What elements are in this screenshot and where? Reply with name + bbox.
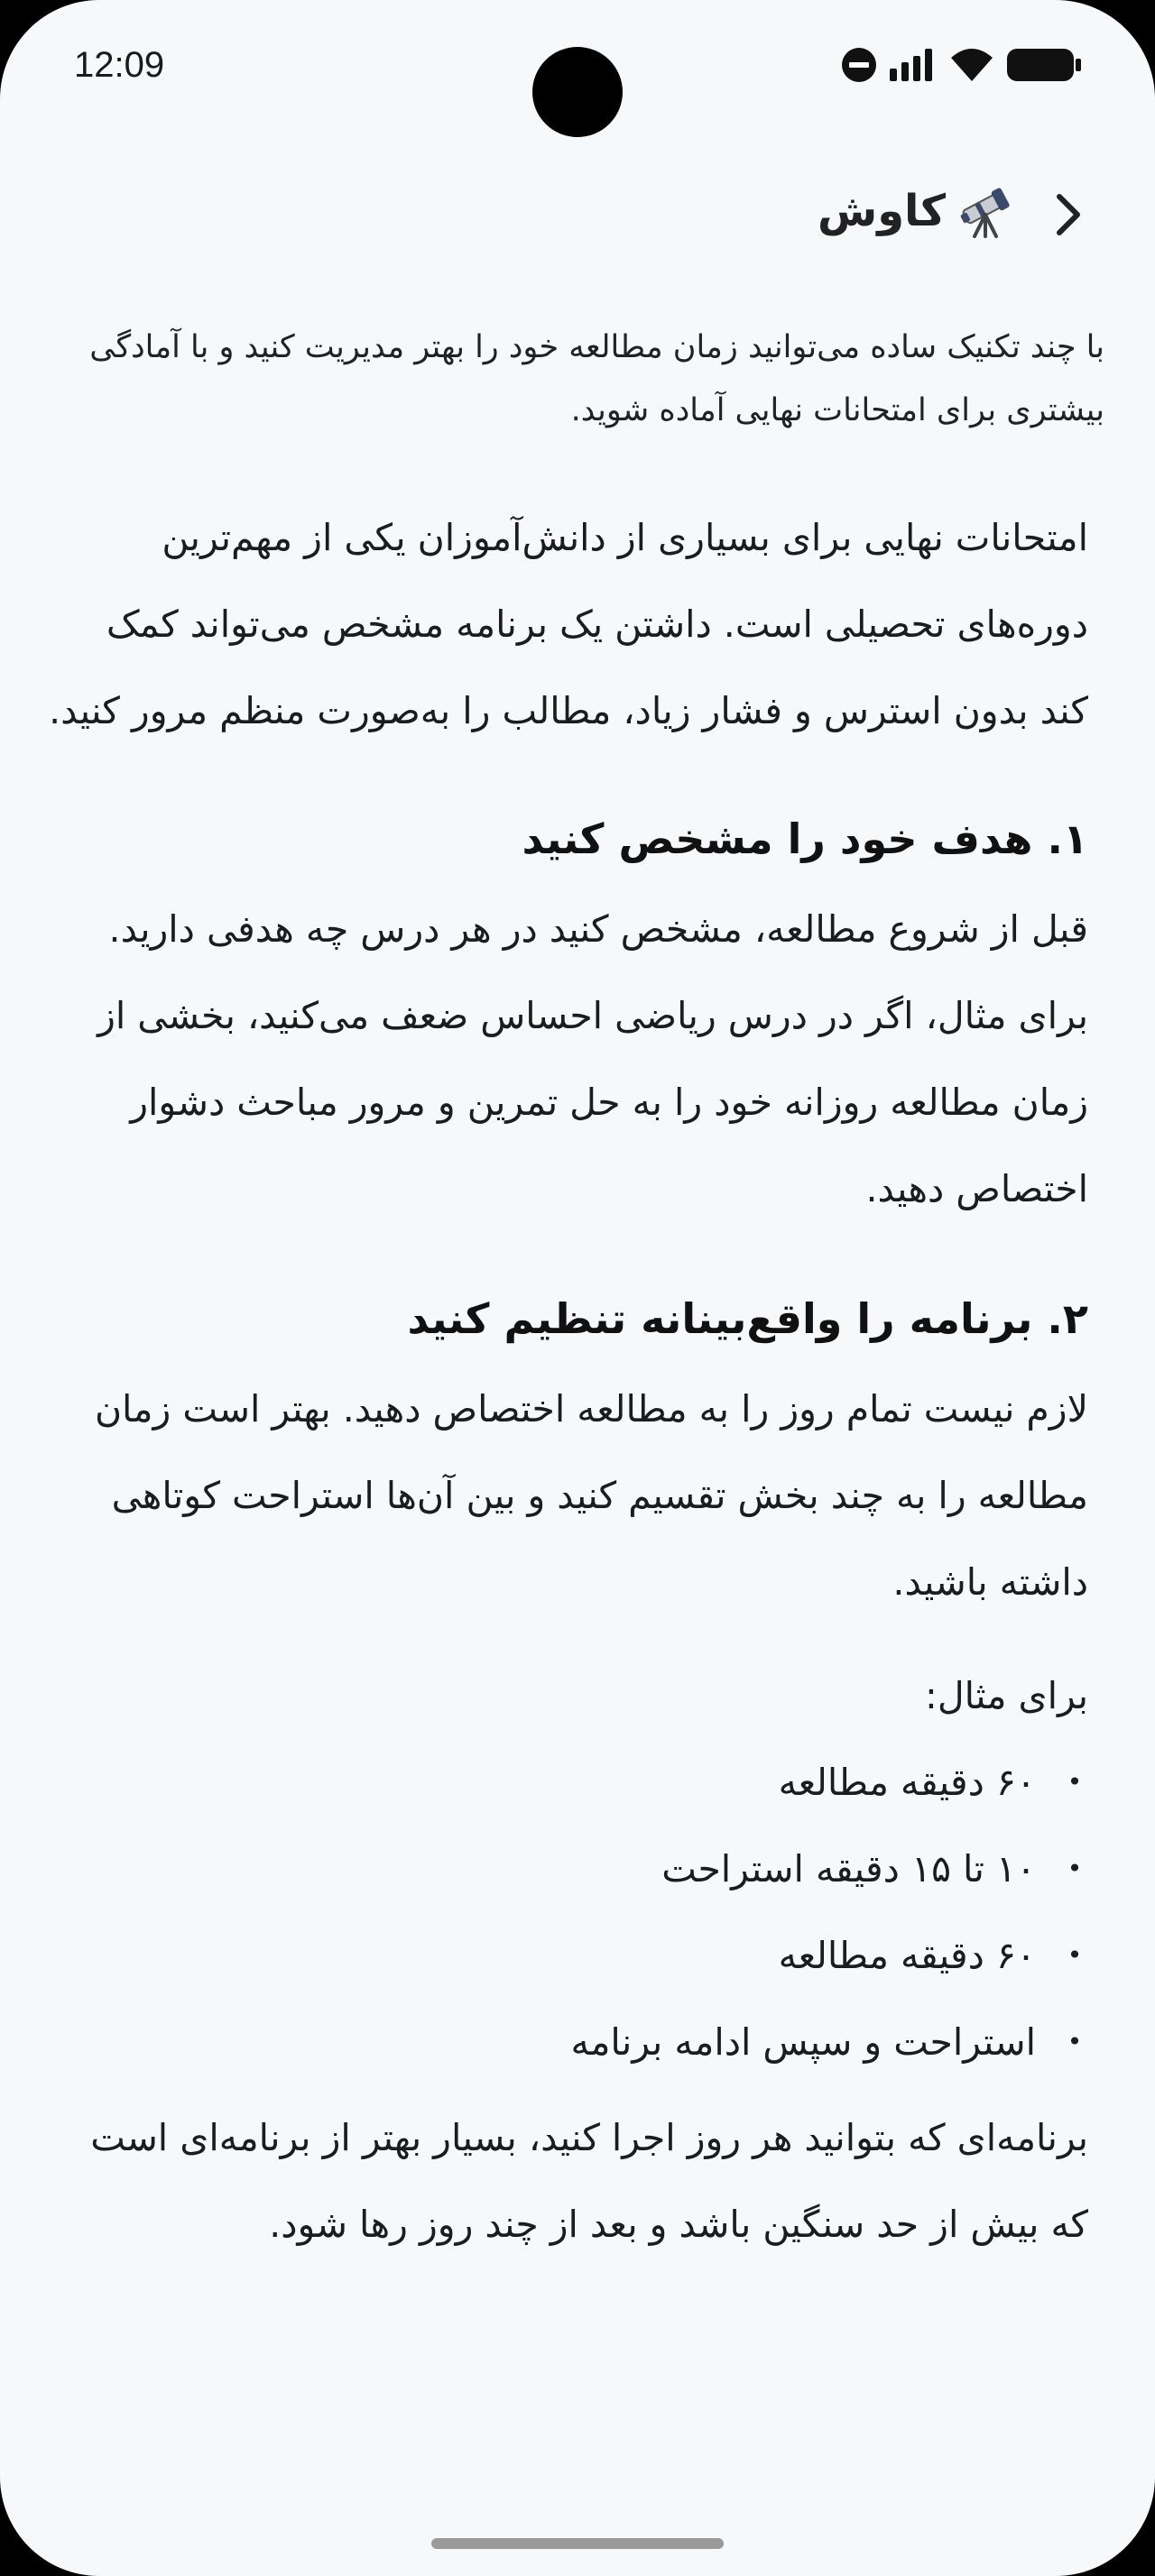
- article-intro: با چند تکنیک ساده می‌توانید زمان مطالعه خود را بهتر مدیریت کنید و با آمادگی بیشتری برای امتحانات نهایی آماده شوید.: [89, 329, 1104, 428]
- home-indicator[interactable]: [431, 2538, 724, 2549]
- app-title: [818, 184, 1012, 238]
- status-time: 12:09: [74, 45, 165, 85]
- article: [47, 316, 1108, 2268]
- app-title-text: کاوش: [817, 186, 946, 236]
- bullet-icon: •: [1067, 2027, 1083, 2056]
- list-item: • ۶۰ دقیقه مطالعه: [47, 1739, 1088, 1826]
- back-button[interactable]: [1036, 182, 1101, 247]
- app-header: [0, 171, 1155, 251]
- example-list: [47, 1739, 1108, 2085]
- bullet-icon: •: [1067, 1767, 1083, 1797]
- paragraph-2: قبل از شروع مطالعه، مشخص کنید در هر درس چه هدفی دارید. برای مثال، اگر در درس ریاضی احساس ضعف می‌کنید، بخشی از زمان مطالعه روزانه خود را به حل تمرین و مرور مباحث دشوار اختصاص دهید.: [97, 907, 1088, 1210]
- list-item: • ۶۰ دقیقه مطالعه: [47, 1912, 1088, 1999]
- paragraph-3: لازم نیست تمام روز را به مطالعه اختصاص دهید. بهتر است زمان مطالعه را به چند بخش تقسیم کنید و بین آن‌ها استراحت کوتاهی داشته باشید.: [94, 1387, 1088, 1604]
- battery-icon: [1007, 47, 1081, 83]
- chevron-right-icon: [1050, 191, 1086, 238]
- list-item: • استراحت و سپس ادامه برنامه: [47, 1999, 1088, 2085]
- do-not-disturb-icon: [841, 47, 877, 83]
- section-heading-1: ۱. هدف خود را مشخص کنید: [522, 814, 1088, 863]
- camera-cutout: [532, 47, 623, 137]
- bullet-icon: •: [1067, 1940, 1083, 1970]
- list-item: • ۱۰ تا ۱۵ دقیقه استراحت: [47, 1826, 1088, 1912]
- bullet-icon: •: [1067, 1854, 1083, 1883]
- paragraph-4: برنامه‌ای که بتوانید هر روز اجرا کنید، بسیار بهتر از برنامه‌ای است که بیش از حد سنگین باشد و بعد از چند روز رها شود.: [90, 2116, 1088, 2246]
- example-label: برای مثال:: [925, 1674, 1088, 1717]
- signal-icon: [890, 49, 937, 81]
- paragraph-1: امتحانات نهایی برای بسیاری از دانش‌آموزان یکی از مهم‌ترین دوره‌های تحصیلی است. داشتن یک برنامه مشخص می‌تواند کمک کند بدون استرس و فشار زیاد، مطالب را به‌صورت منظم مرور کنید.: [49, 516, 1088, 732]
- status-icons: [841, 47, 1081, 83]
- telescope-icon: [958, 184, 1012, 238]
- wifi-icon: [949, 47, 994, 83]
- section-heading-2: ۲. برنامه را واقع‌بینانه تنظیم کنید: [407, 1294, 1088, 1343]
